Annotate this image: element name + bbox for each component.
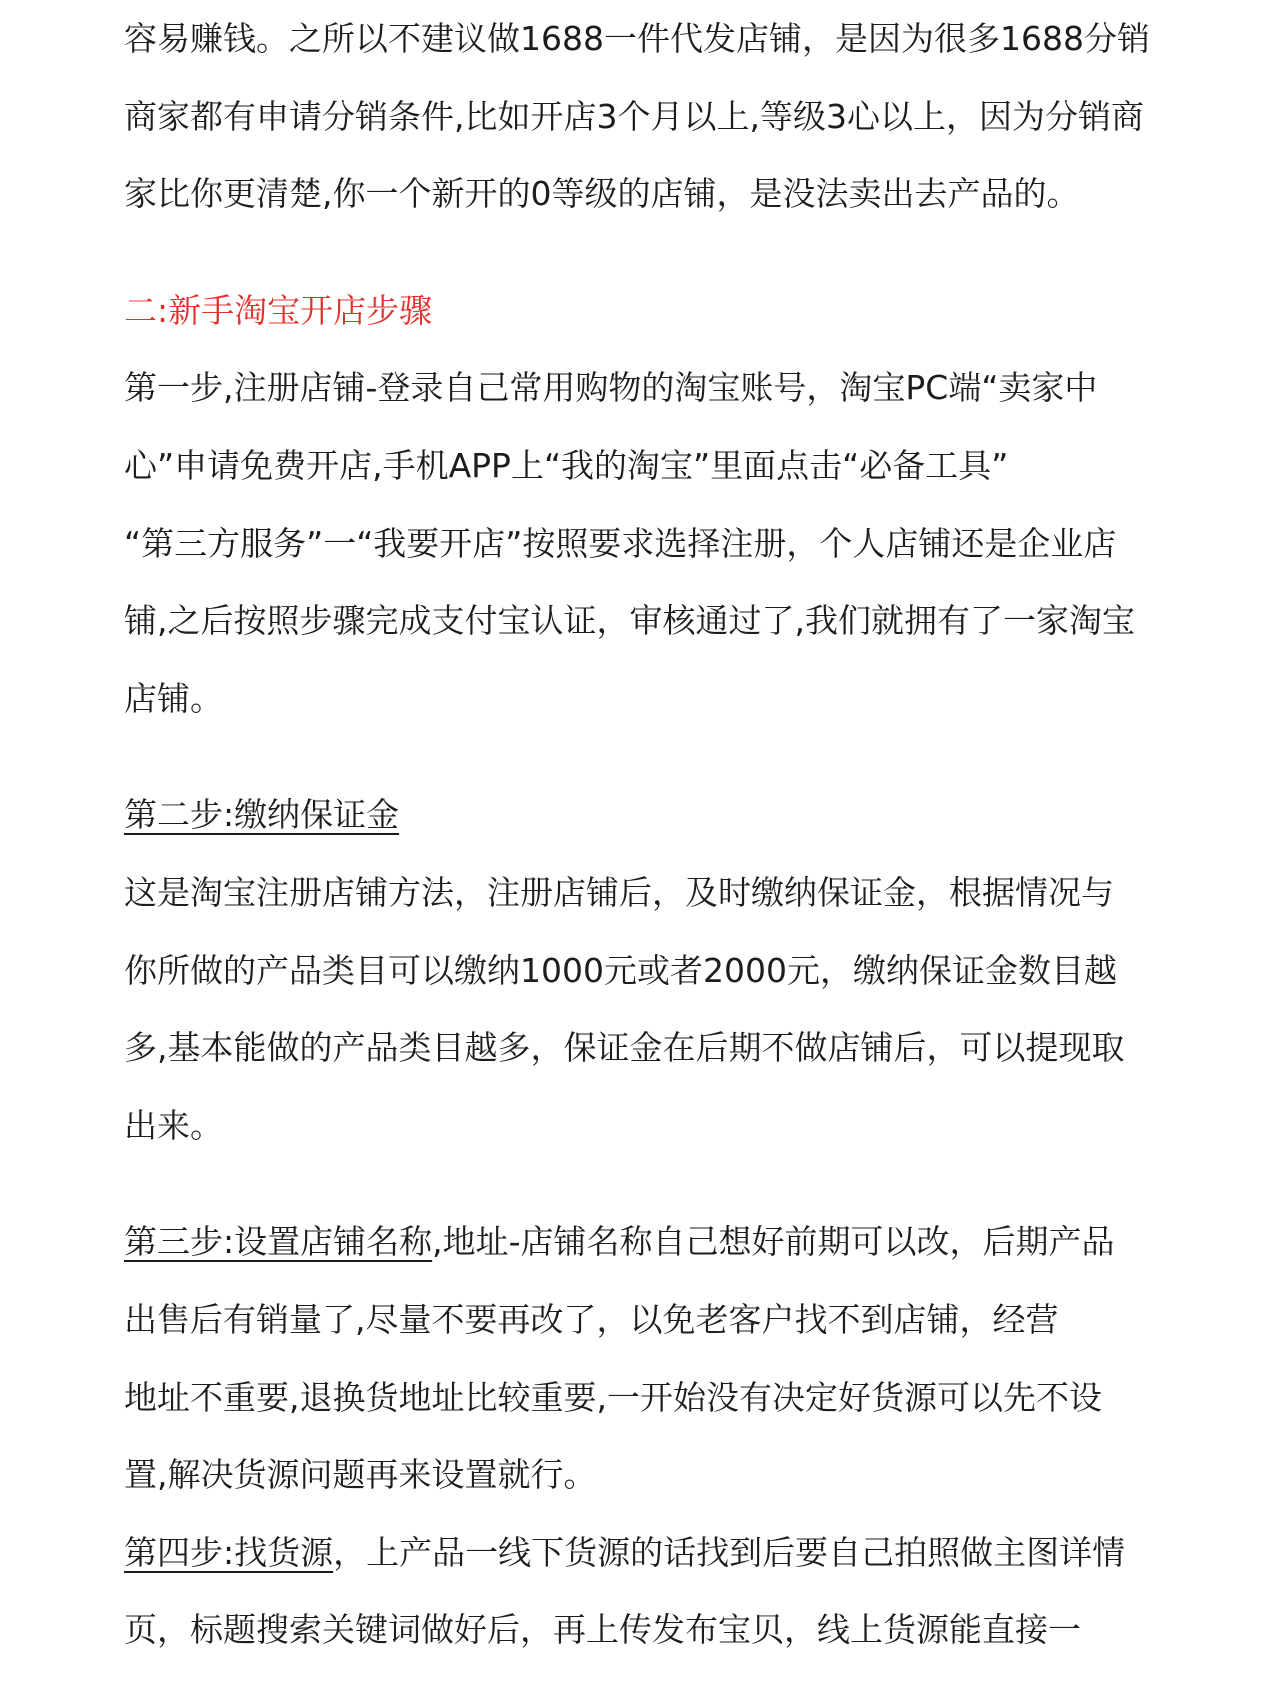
step-3-line: 地址不重要,退换货地址比较重要,一开始没有决定好货源可以先不设 [124,1377,1102,1417]
step-4-section [124,1514,1264,1669]
step-1-line: 心”申请免费开店,手机APP上“我的淘宝”里面点击“必备工具” [124,445,1009,485]
step-3-title: 第三步:设置店铺名称 [124,1222,433,1262]
step-1-line: 铺,之后按照步骤完成支付宝认证，审核通过了,我们就拥有了一家淘宝 [124,601,1135,641]
section-heading-block [124,272,1264,350]
step-2-line: 你所做的产品类目可以缴纳1000元或者2000元，缴纳保证金数目越 [124,950,1117,990]
step-3-title-rest: ,地址-店铺名称自己想好前期可以改，后期产品 [432,1222,1115,1262]
intro-line: 商家都有申请分销条件,比如开店3个月以上,等级3心以上，因为分销商 [124,96,1144,136]
step-3-title-line [124,1203,1264,1281]
step-2-line: 出来。 [124,1105,223,1145]
step-3-line: 出售后有销量了,尽量不要再改了，以免老客户找不到店铺，经营 [124,1299,1059,1339]
article-body [124,0,1264,1669]
intro-line: 容易赚钱。之所以不建议做1688一件代发店铺，是因为很多1688分销 [124,19,1150,58]
step-2-line: 这是淘宝注册店铺方法，注册店铺后，及时缴纳保证金，根据情况与 [124,872,1114,912]
step-4-title-line [124,1514,1264,1592]
step-1-line: 店铺。 [124,678,223,718]
step-2-section [124,776,1264,1164]
step-1-line: “第三方服务”一“我要开店”按照要求选择注册，个人店铺还是企业店 [124,523,1117,563]
step-4-line: 页，标题搜索关键词做好后，再上传发布宝贝，线上货源能直接一 [124,1610,1081,1650]
step-3-section [124,1203,1264,1513]
intro-line: 家比你更清楚,你一个新开的0等级的店铺，是没法卖出去产品的。 [124,174,1080,214]
step-1-line: 第一步,注册店铺-登录自己常用购物的淘宝账号，淘宝PC端“卖家中 [124,368,1098,408]
intro-paragraph [124,0,1264,233]
step-1-paragraph [124,349,1264,737]
step-2-line: 多,基本能做的产品类目越多，保证金在后期不做店铺后，可以提现取 [124,1028,1125,1068]
step-4-title: 第四步:找货源 [124,1532,334,1572]
step-2-title-line [124,776,1264,854]
section-heading: 二:新手淘宝开店步骤 [124,290,433,330]
step-2-title: 第二步:缴纳保证金 [124,795,400,835]
step-3-line: 置,解决货源问题再来设置就行。 [124,1455,597,1495]
step-4-title-rest: ，上产品一线下货源的话找到后要自己拍照做主图详情 [333,1532,1126,1572]
